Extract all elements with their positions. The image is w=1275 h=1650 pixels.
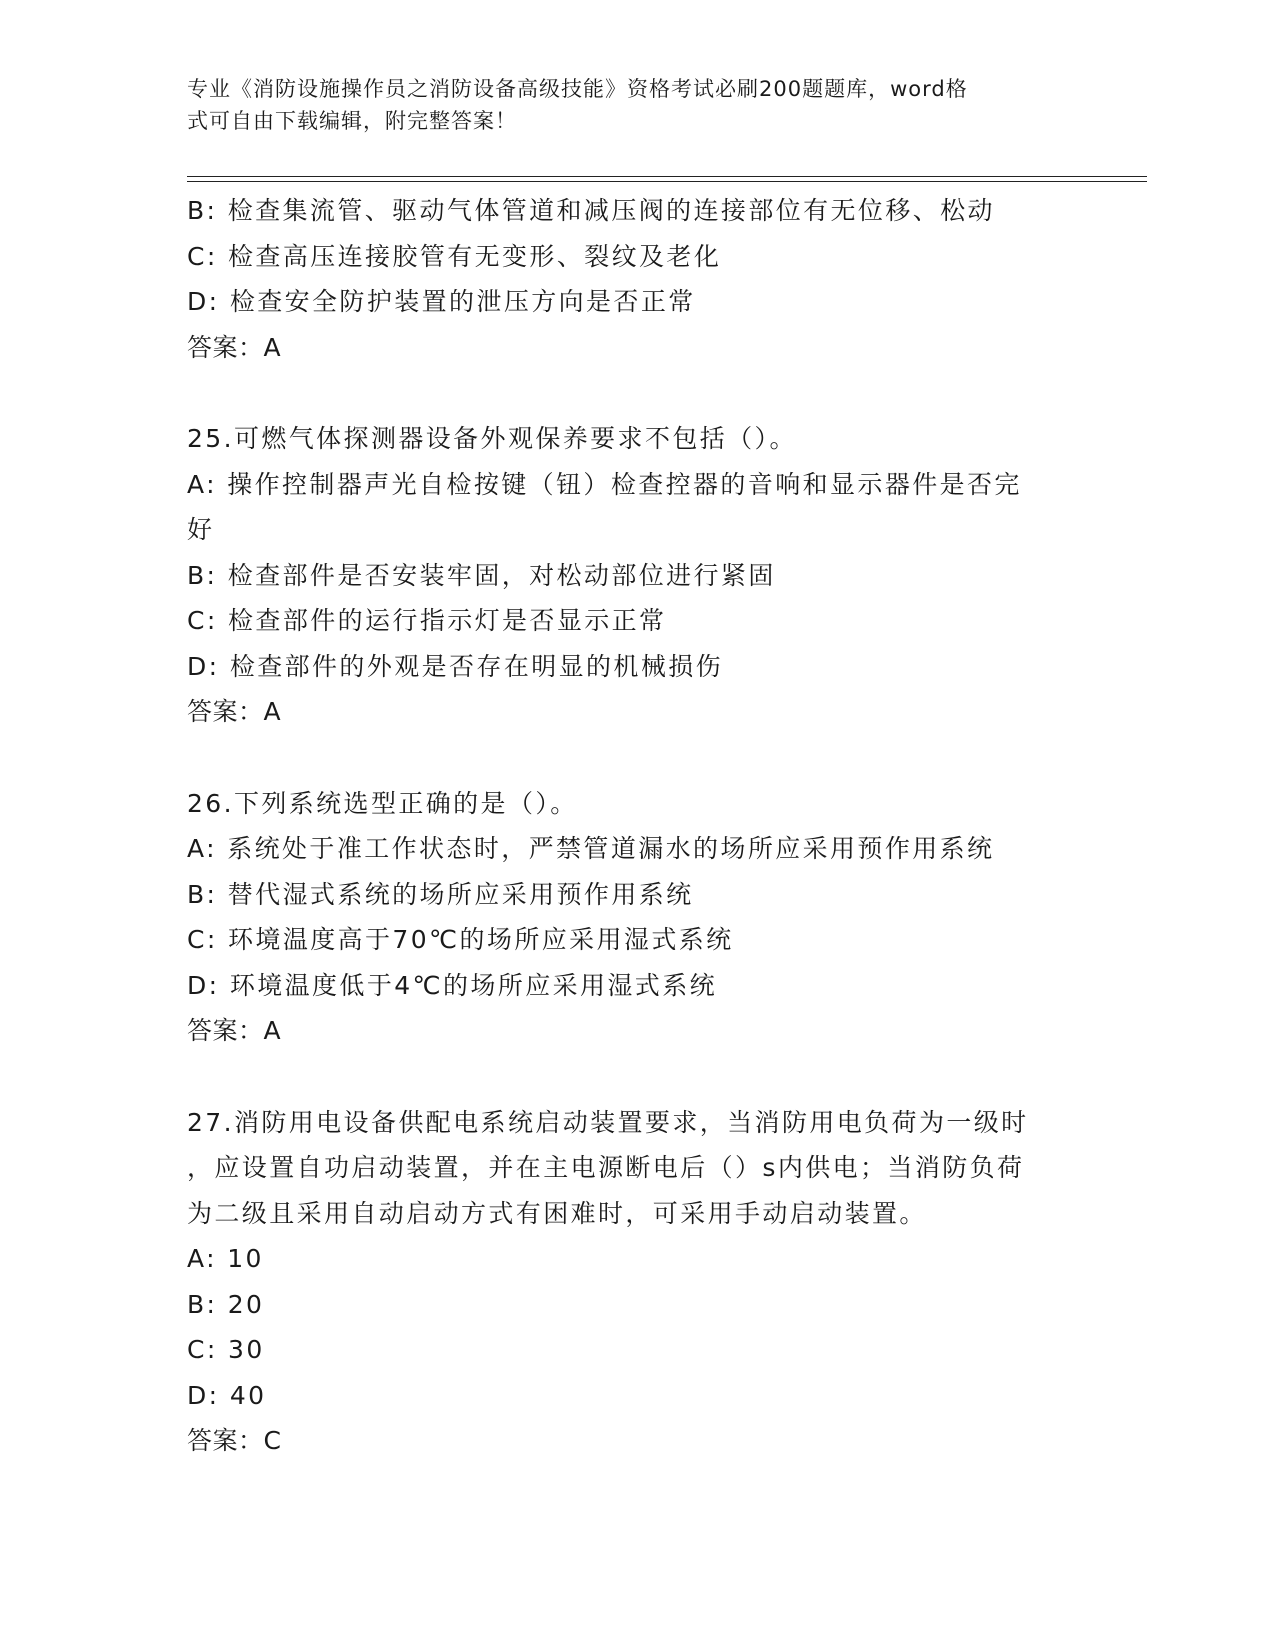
option-a: A: 操作控制器声光自检按键（钮）检查控器的音响和显示器件是否完 — [187, 469, 1022, 499]
option-c: C: 检查高压连接胶管有无变形、裂纹及老化 — [187, 241, 722, 271]
spacer — [187, 735, 1087, 781]
option-c: C: 检查部件的运行指示灯是否显示正常 — [187, 606, 667, 635]
header-divider-bottom — [187, 181, 1147, 182]
question-list — [187, 188, 1087, 1464]
option-d: D: 环境温度低于4℃的场所应采用湿式系统 — [187, 970, 718, 1000]
spacer — [187, 370, 1087, 416]
option-c: C: 环境温度高于70℃的场所应采用湿式系统 — [187, 925, 734, 954]
question-stem-continued: ，应设置自功启动装置，并在主电源断电后（）s内供电；当消防负荷 — [187, 1153, 1025, 1182]
option-b: B: 20 — [187, 1289, 265, 1319]
question-stem: 27.消防用电设备供配电系统启动装置要求，当消防用电负荷为一级时 — [187, 1107, 1029, 1137]
option-b: B: 检查部件是否安装牢固，对松动部位进行紧固 — [187, 560, 776, 590]
question-27 — [187, 1100, 1087, 1464]
answer: 答案：A — [187, 332, 282, 362]
question-26 — [187, 781, 1087, 1054]
option-d: D: 40 — [187, 1380, 267, 1410]
option-d: D: 检查部件的外观是否存在明显的机械损伤 — [187, 651, 724, 681]
header-divider-top — [187, 176, 1147, 177]
question-stem: 26.下列系统选型正确的是（）。 — [187, 788, 578, 818]
answer: 答案：A — [187, 697, 282, 726]
option-b: B: 替代湿式系统的场所应采用预作用系统 — [187, 879, 694, 909]
question-stem: 25.可燃气体探测器设备外观保养要求不包括（）。 — [187, 424, 797, 453]
option-d: D: 检查安全防护装置的泄压方向是否正常 — [187, 287, 696, 316]
question-stem-continued: 为二级且采用自动启动方式有困难时，可采用手动启动装置。 — [187, 1198, 927, 1228]
option-c: C: 30 — [187, 1335, 265, 1364]
answer: 答案：C — [187, 1426, 282, 1455]
question-25 — [187, 416, 1087, 735]
answer: 答案：A — [187, 1016, 282, 1045]
option-b: B: 检查集流管、驱动气体管道和减压阀的连接部位有无位移、松动 — [187, 196, 995, 225]
option-a: A: 系统处于准工作状态时，严禁管道漏水的场所应采用预作用系统 — [187, 834, 995, 863]
header-line-2: 式可自由下载编辑，附完整答案！ — [187, 109, 517, 133]
option-a-continued: 好 — [187, 515, 215, 544]
document-header — [187, 73, 1067, 137]
spacer — [187, 1054, 1087, 1100]
header-line-1: 专业《消防设施操作员之消防设备高级技能》资格考试必刷200题题库，word格 — [187, 77, 968, 101]
option-a: A: 10 — [187, 1244, 264, 1273]
question-24-tail — [187, 188, 1087, 370]
